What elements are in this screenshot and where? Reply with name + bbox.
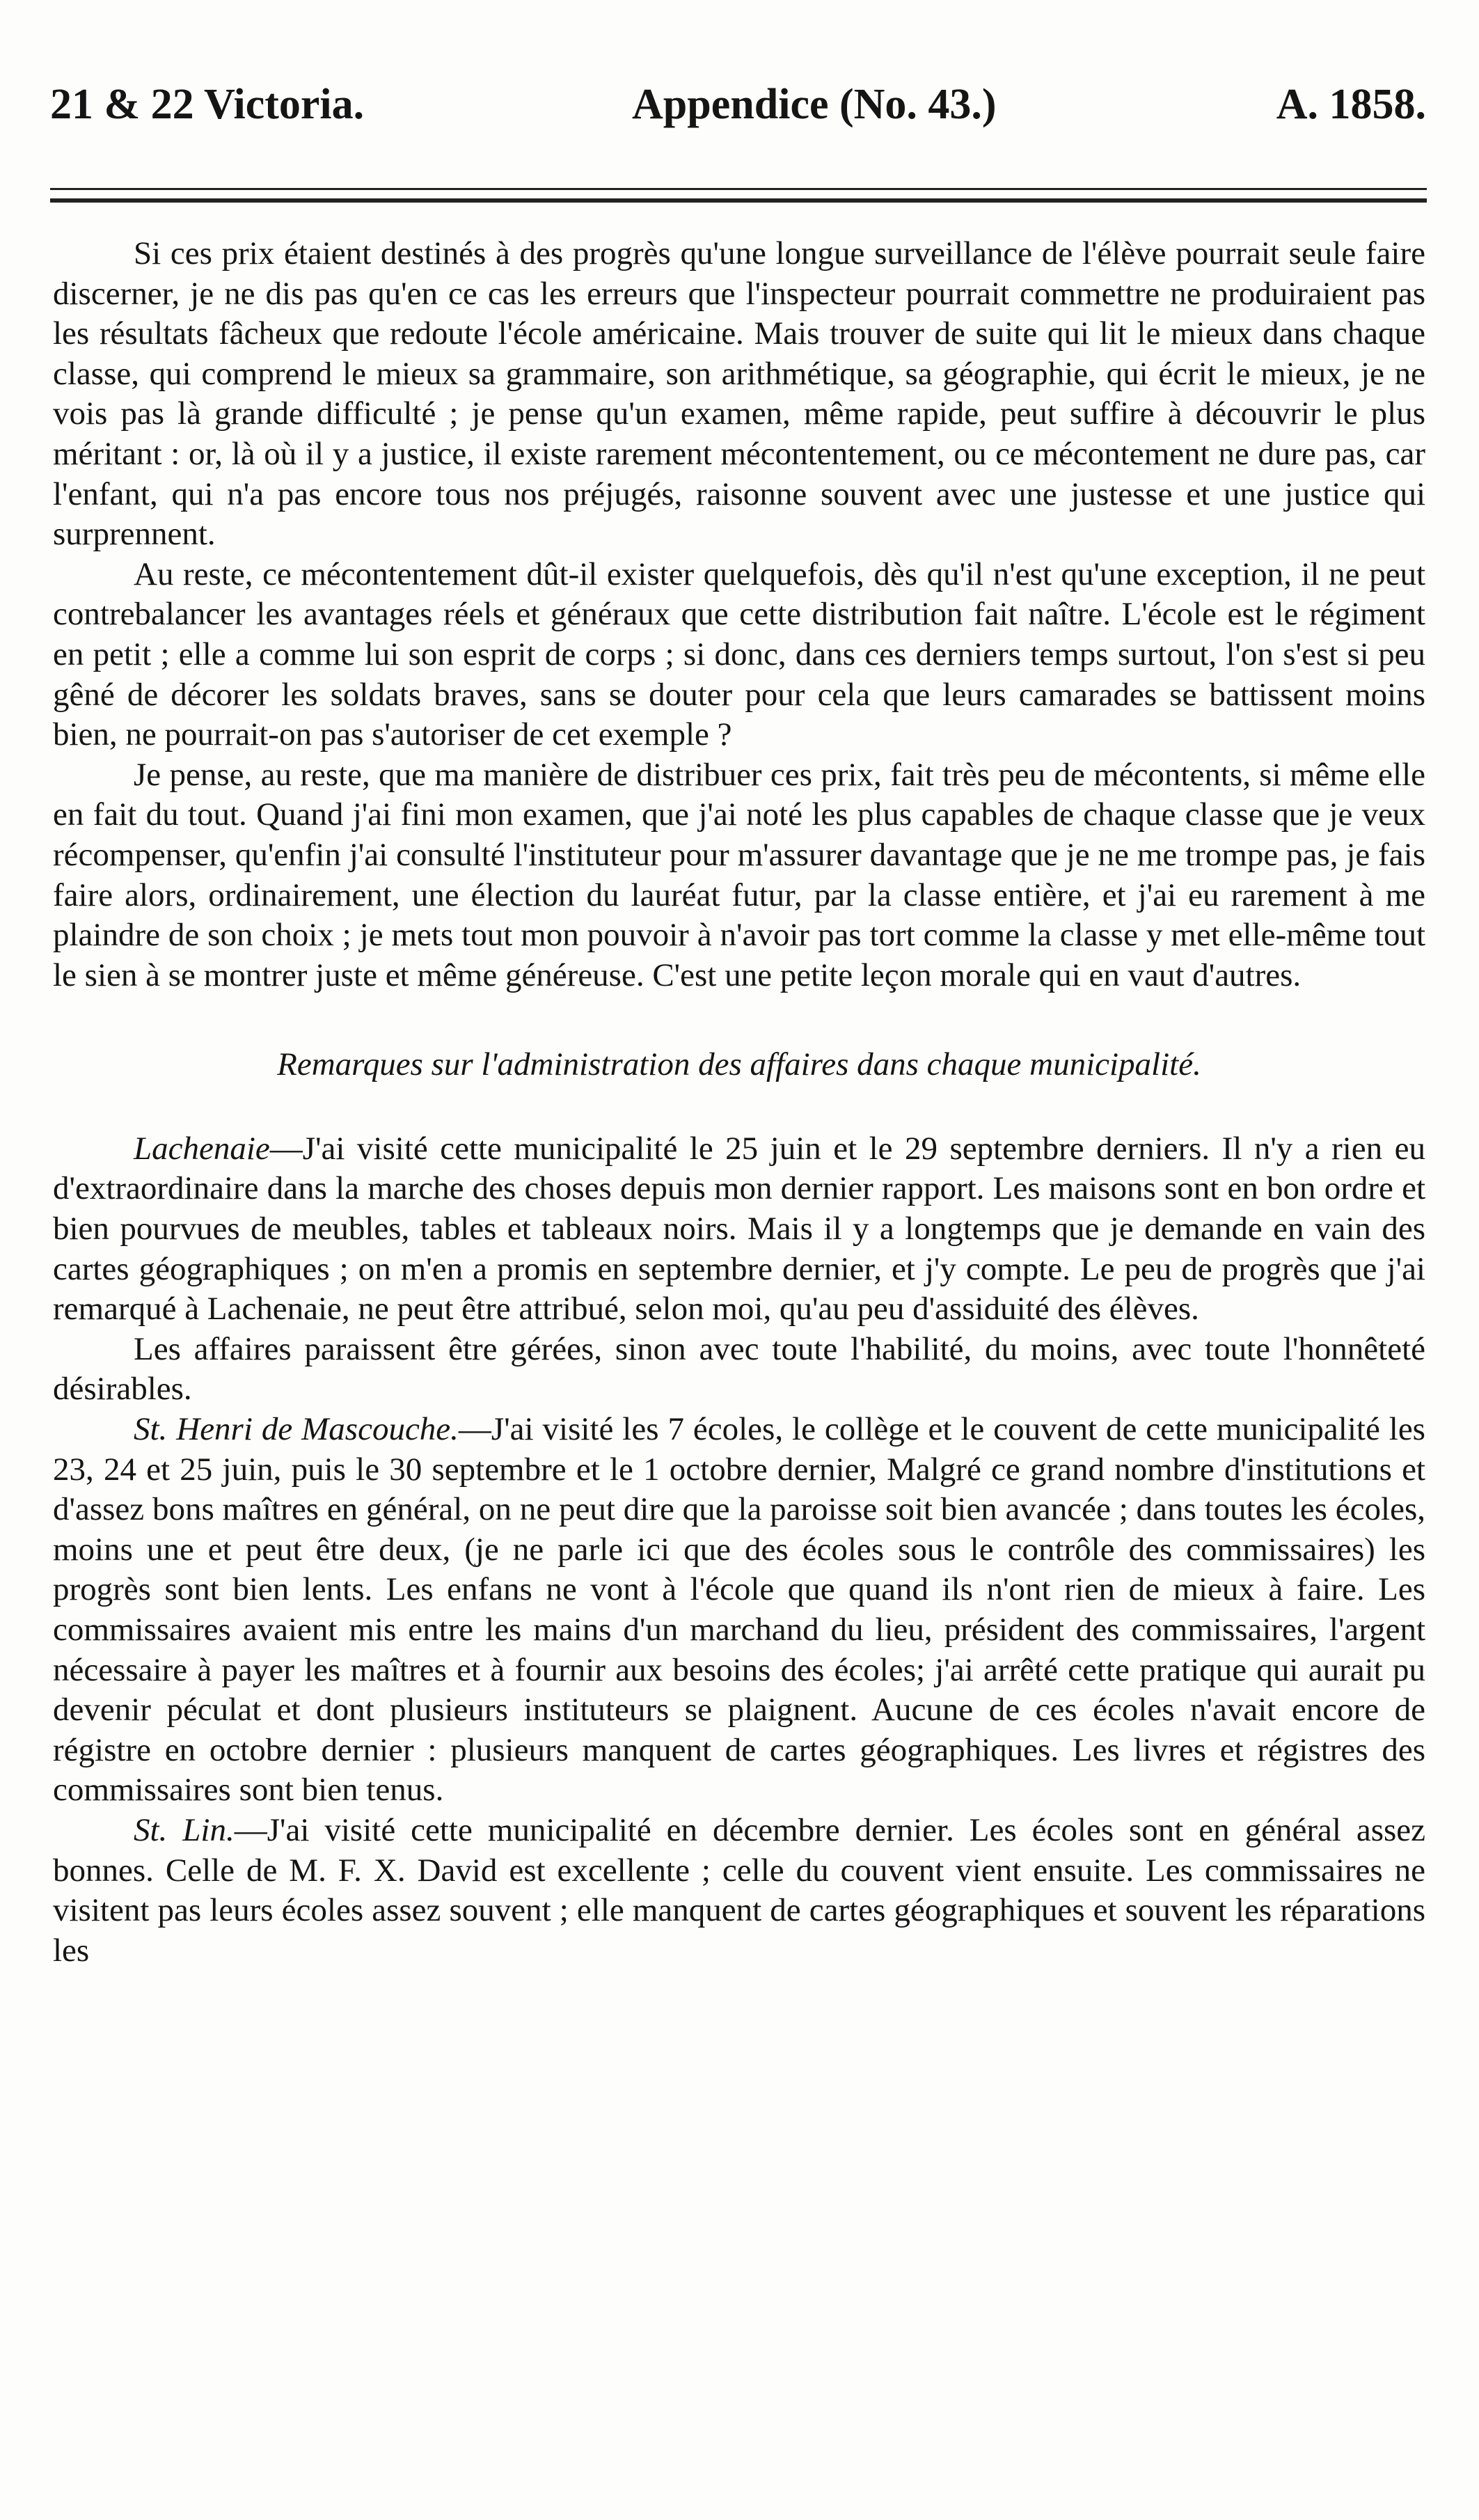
spacer	[53, 995, 1425, 1045]
entry-place: St. Henri de Mascouche.	[134, 1411, 459, 1448]
spacer	[53, 1085, 1425, 1129]
document-body	[53, 234, 1425, 1971]
entry-place: Lachenaie	[134, 1130, 270, 1167]
entry-text: Les affaires paraissent être gérées, sinon avec toute l'habilité, du moins, avec toute l'honnêteté désirables.	[53, 1330, 1425, 1408]
header-rule-thin	[50, 188, 1427, 190]
entry-lachenaie	[53, 1129, 1425, 1330]
header-appendix: Appendice (No. 43.)	[632, 81, 997, 128]
paragraph-election: Je pense, au reste, que ma manière de distribuer ces prix, fait très peu de mécontents, si même elle en fait du tout. Quand j'ai fini mon examen, que j'ai noté les plus capables de chaque classe que je veux récompenser, qu'enfin j'ai consulté l'instituteur pour m'assurer davantage que je ne me trompe pas, je fais faire alors, ordinairement, une élection du lauréat futur, par la classe entière, et j'ai eu rarement à me plaindre de son choix ; je mets tout mon pouvoir à n'avoir pas tort comme la classe y met elle-même tout le sien à se montrer juste et même généreuse. C'est une petite leçon morale qui en vaut d'autres.	[53, 756, 1425, 993]
entry-mascouche	[53, 1410, 1425, 1811]
paragraph-mecontentement: Au reste, ce mécontentement dût-il exister quelquefois, dès qu'il n'est qu'une exception, il ne peut contrebalancer les avantages réels et généraux que cette distribution fait naître. L'école est le régiment en petit ; elle a comme lui son esprit de corps ; si donc, dans ces derniers temps surtout, l'on s'est si peu gêné de décorer les soldats braves, sans se douter pour cela que leurs camarades se battissent moins bien, ne pourrait-on pas s'autoriser de cet exemple ?	[53, 556, 1425, 753]
entry-text: —J'ai visité cette municipalité en décembre dernier. Les écoles sont en général assez bonnes. Celle de M. F. X. David est excellente ; celle du couvent vient ensuite. Les commissaires ne visitent pas leurs écoles assez souvent ; elle manquent de cartes géographiques et souvent les réparations les	[53, 1811, 1425, 1969]
entry-text: —J'ai visité cette municipalité le 25 juin et le 29 septembre derniers. Il n'y a rien eu d'extraordinaire dans la marche des choses depuis mon dernier rapport. Les maisons sont en bon ordre et bien pourvues de meubles, tables et tableaux noirs. Mais il y a longtemps que je demande en vain des cartes géographiques ; on m'en a promis en septembre dernier, et j'y compte. Le peu de progrès que j'ai remarqué à Lachenaie, ne peut être attribué, selon moi, qu'au peu d'assiduité des élèves.	[53, 1130, 1425, 1328]
section-heading: Remarques sur l'administration des affaires dans chaque municipalité.	[277, 1046, 1201, 1083]
header-session: 21 & 22 Victoria.	[50, 81, 365, 128]
entry-st-lin	[53, 1811, 1425, 1971]
paragraph-prix: Si ces prix étaient destinés à des progrès qu'une longue surveillance de l'élève pourrait seule faire discerner, je ne dis pas qu'en ce cas les erreurs que l'inspecteur pourrait commettre ne produiraient pas les résultats fâcheux que redoute l'école américaine. Mais trouver de suite qui lit le mieux dans chaque classe, qui comprend le mieux sa grammaire, son arithmétique, sa géographie, qui écrit le mieux, je ne vois pas là grande difficulté ; je pense qu'un examen, même rapide, peut suffire à découvrir le plus méritant : or, là où il y a justice, il existe rarement mécontentement, ou ce mécontement ne dure pas, car l'enfant, qui n'a pas encore tous nos préjugés, raisonne souvent avec une justesse et une justice qui surprennent.	[53, 235, 1425, 553]
entry-lachenaie-affaires	[53, 1330, 1425, 1410]
entry-text: —J'ai visité les 7 écoles, le collège et le couvent de cette municipalité les 23, 24 et 25 juin, puis le 30 septembre et le 1 octobre dernier, Malgré ce grand nombre d'institutions et d'assez bons maîtres en général, on ne peut dire que la paroisse soit bien avancée ; dans toutes les écoles, moins une et peut être deux, (je ne parle ici que des écoles sous le contrôle des commissaires) les progrès sont bien lents. Les enfans ne vont à l'école que quand ils n'ont rien de mieux à faire. Les commissaires avaient mis entre les mains d'un marchand du lieu, président des commissaires, l'argent nécessaire à payer les maîtres et à fournir aux besoins des écoles; j'ai arrêté cette pratique qui aurait pu devenir péculat et dont plusieurs instituteurs se plaignent. Aucune de ces écoles n'avait encore de régistre en octobre dernier : plusieurs manquent de cartes géographiques. Les livres et régistres des commissaires sont bien tenus.	[53, 1411, 1425, 1809]
entry-place: St. Lin.	[134, 1811, 235, 1848]
header-rule-thick	[50, 198, 1427, 203]
header-year: A. 1858.	[1276, 81, 1426, 128]
running-header	[50, 75, 1429, 134]
